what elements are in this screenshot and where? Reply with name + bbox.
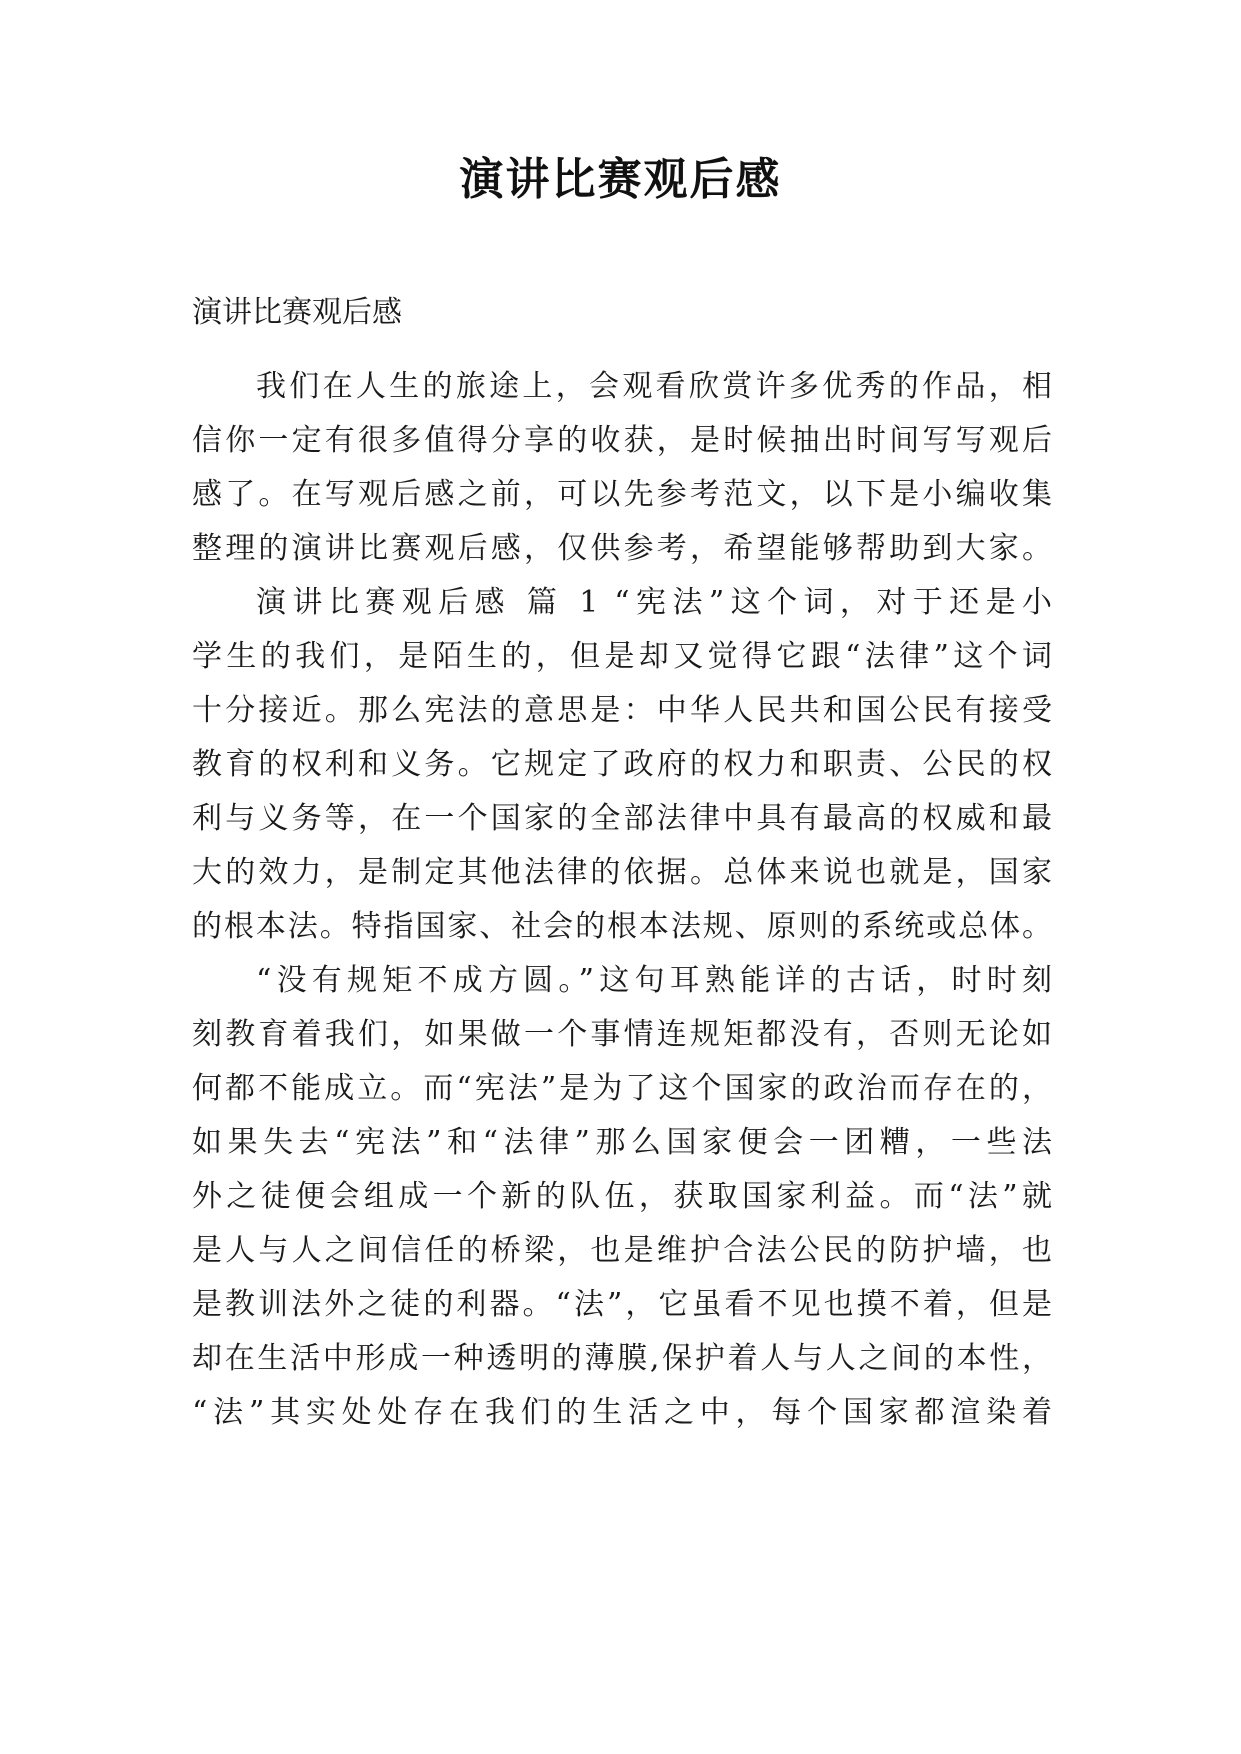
paragraph-line: 的根本法。特指国家、社会的根本法规、原则的系统或总体。 <box>192 909 1052 944</box>
paragraph-line: 我们在人生的旅途上，会观看欣赏许多优秀的作品，相 <box>256 369 1052 404</box>
paragraph-line: 外之徒便会组成一个新的队伍，获取国家利益。而“法”就 <box>192 1179 1052 1214</box>
paragraph-line: 演讲比赛观后感 篇 1 “宪法”这个词，对于还是小 <box>256 585 1052 620</box>
paragraph-line: 是人与人之间信任的桥梁，也是维护合法公民的防护墙，也 <box>192 1233 1052 1268</box>
paragraph-line: 大的效力，是制定其他法律的依据。总体来说也就是，国家 <box>192 855 1052 890</box>
paragraph-line: 如果失去“宪法”和“法律”那么国家便会一团糟，一些法 <box>192 1125 1052 1160</box>
paragraph-line: 教育的权利和义务。它规定了政府的权力和职责、公民的权 <box>192 747 1052 782</box>
paragraph-line: 十分接近。那么宪法的意思是：中华人民共和国公民有接受 <box>192 693 1052 728</box>
document-title: 演讲比赛观后感 <box>459 154 782 205</box>
paragraph-line: 整理的演讲比赛观后感，仅供参考，希望能够帮助到大家。 <box>192 531 1052 566</box>
paragraph-line: “法”其实处处存在我们的生活之中，每个国家都渲染着 <box>192 1395 1052 1430</box>
paragraph-line: 是教训法外之徒的利器。“法”，它虽看不见也摸不着，但是 <box>192 1287 1052 1322</box>
paragraph-line: 刻教育着我们，如果做一个事情连规矩都没有，否则无论如 <box>192 1017 1052 1052</box>
paragraph-line: “没有规矩不成方圆。”这句耳熟能详的古话，时时刻 <box>256 963 1052 998</box>
paragraph-line: 何都不能成立。而“宪法”是为了这个国家的政治而存在的， <box>192 1071 1052 1106</box>
paragraph-line: 利与义务等，在一个国家的全部法律中具有最高的权威和最 <box>192 801 1052 836</box>
paragraph-line: 感了。在写观后感之前，可以先参考范文，以下是小编收集 <box>192 477 1052 512</box>
paragraph-line: 信你一定有很多值得分享的收获，是时候抽出时间写写观后 <box>192 423 1052 458</box>
paragraph-line: 学生的我们，是陌生的，但是却又觉得它跟“法律”这个词 <box>192 639 1052 674</box>
paragraph-line: 却在生活中形成一种透明的薄膜,保护着人与人之间的本性， <box>192 1341 1052 1376</box>
document-subtitle: 演讲比赛观后感 <box>192 295 402 330</box>
